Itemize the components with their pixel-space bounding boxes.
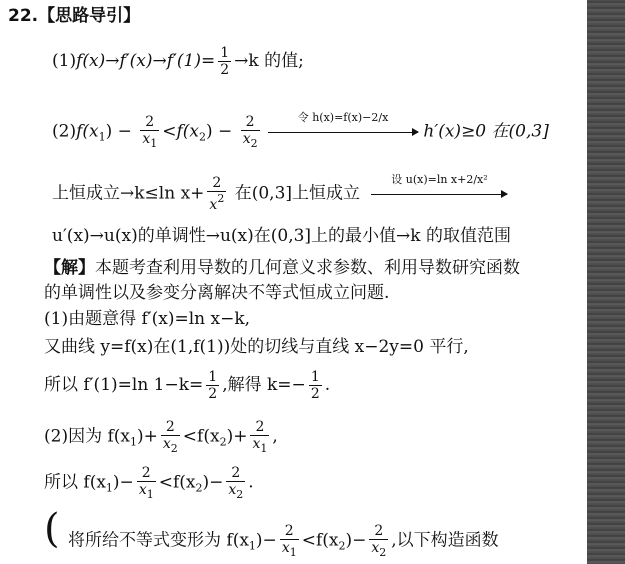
op: )−: [202, 472, 224, 493]
part-1-line-3: [44, 370, 330, 401]
fraction-denominator: 2: [310, 386, 320, 402]
step-2-fraction-2: [241, 115, 260, 149]
step-1-tail: →k 的值;: [234, 51, 304, 71]
part-2-fraction-1: [161, 420, 180, 454]
comma: ,: [272, 426, 278, 447]
arrow-icon: [268, 132, 418, 133]
note-tail: ,以下构造函数: [391, 530, 499, 551]
fraction-numerator: 2: [280, 524, 299, 540]
subscript: 2: [219, 435, 227, 449]
denominator-var: x: [142, 131, 151, 147]
op: )−: [255, 530, 277, 551]
fraction-denominator: 2: [208, 386, 218, 402]
note-paren: (: [44, 506, 60, 552]
solution-intro: 本题考查利用导数的几何意义求参数、利用导数研究函数: [95, 258, 520, 278]
solution-intro-line-1: [44, 258, 520, 278]
fraction-numerator: 2: [250, 420, 269, 436]
subscript: 2: [170, 442, 178, 455]
denominator-var: x: [209, 197, 218, 213]
step-3-text: 上恒成立→k≤ln x+: [52, 183, 205, 204]
denominator-var: x: [138, 482, 147, 498]
period: .: [324, 375, 331, 395]
denominator-var: x: [281, 540, 290, 556]
note-line: [68, 524, 499, 558]
fraction-denominator: [280, 540, 299, 558]
subscript: 1: [98, 130, 106, 144]
subscript: 1: [105, 481, 113, 495]
fraction-numerator: 2: [207, 176, 226, 192]
arrow-label: 令 h(x)=f(x)−2/x: [297, 111, 389, 124]
fraction-denominator: [207, 192, 226, 212]
part-2-line-2: [44, 466, 254, 500]
fraction-denominator: [140, 131, 159, 149]
step-2-tail: h′(x)≥0 在(0,3]: [423, 121, 549, 142]
fraction-numerator: 2: [369, 524, 388, 540]
part-1-fraction-2: [309, 370, 322, 401]
arrow-icon: [371, 194, 507, 195]
fraction-denominator: [241, 131, 260, 149]
solution-intro-2: 的单调性以及参变分离解决不等式恒成立问题.: [44, 283, 390, 303]
op: )−: [345, 530, 367, 551]
step-1-index: (1): [52, 51, 77, 71]
denominator-var: x: [252, 436, 261, 452]
fraction-denominator: [250, 436, 269, 454]
part-2-because: (2)因为 f(x: [44, 426, 130, 447]
step-2-fx2: <f(x: [162, 121, 199, 142]
fraction-numerator: 1: [310, 369, 320, 385]
part-1-line-1: [44, 309, 250, 329]
part-1-solve: ,解得 k=−: [222, 375, 306, 395]
step-3-text-2: 在(0,3]上恒成立: [229, 183, 361, 204]
step-3-arrow: [371, 173, 507, 204]
op: <f(x: [301, 530, 339, 551]
denominator-var: x: [228, 482, 237, 498]
paren: ): [105, 121, 113, 142]
note-fraction-1: [280, 524, 299, 558]
fraction-denominator: [137, 482, 156, 500]
note-text: 将所给不等式变形为 f(x: [68, 530, 249, 551]
superscript: 2: [217, 192, 225, 205]
op: <f(x: [158, 472, 196, 493]
op: )−: [112, 472, 134, 493]
part-2-fraction-2: [250, 420, 269, 454]
problem-number: 22.: [8, 6, 39, 26]
fraction-numerator: 2: [161, 420, 180, 436]
fraction-denominator: [161, 436, 180, 454]
subscript: 2: [198, 130, 206, 144]
subscript: 2: [250, 137, 258, 150]
denominator-var: x: [162, 436, 171, 452]
step-2-fx1: f(x: [76, 121, 99, 142]
hint-step-1: [52, 46, 304, 77]
hint-label: 【思路导引】: [38, 6, 141, 26]
part-1-derivative: (1)由题意得 f′(x)=ln x−k,: [44, 309, 251, 329]
part-2-fraction-3: [137, 466, 156, 500]
fraction-numerator: 2: [241, 115, 260, 131]
scanned-edge-strip: [587, 0, 625, 564]
hint-step-2: $(2)f(x_1)$ − $\frac{2}{x_1}$ $<f(x_2)$ − $\frac{2}{x_2}$ 令 h(x)=f(x)−2/x h′(x)≥0 在(0,3]: [52, 115, 549, 149]
part-1-tangent: 又曲线 y=f(x)在(1,f(1))处的切线与直线 x−2y=0 平行,: [44, 337, 469, 357]
step-1-fraction: [218, 46, 231, 77]
subscript: 2: [379, 546, 387, 559]
part-2-line-1: [44, 420, 278, 454]
step-1-chain: →f′(x)→f′(1)=: [105, 51, 216, 71]
step-2-fraction-1: [140, 115, 159, 149]
step-3-fraction: [207, 176, 226, 212]
op: <f(x: [182, 426, 220, 447]
subscript: 1: [248, 539, 256, 553]
part-1-line-2: [44, 337, 469, 357]
step-1-fx: f(x): [76, 51, 106, 71]
subscript: 2: [338, 539, 346, 553]
fraction-numerator: 2: [226, 466, 245, 482]
solution-intro-line-2: [44, 283, 389, 303]
op: )+: [226, 426, 248, 447]
subscript: 1: [289, 546, 297, 559]
subscript: 1: [130, 435, 137, 449]
subscript: 1: [146, 488, 154, 501]
subscript: 1: [150, 137, 158, 150]
part-2-fraction-4: [226, 466, 245, 500]
fraction-denominator: [226, 482, 245, 500]
subscript: 2: [195, 481, 203, 495]
arrow-label: 设 u(x)=ln x+2/x²: [391, 173, 488, 186]
hint-step-3: [52, 173, 507, 213]
denominator-var: x: [242, 131, 251, 147]
op: )+: [137, 426, 158, 447]
fraction-numerator: 2: [137, 466, 156, 482]
denominator-var: x: [371, 540, 380, 556]
fraction-denominator: [369, 540, 388, 558]
step-4-text: u′(x)→u(x)的单调性→u(x)在(0,3]上的最小值→k 的取值范围: [52, 226, 511, 246]
step-2-index: (2): [52, 121, 77, 142]
part-1-eq: 所以 f′(1)=ln 1−k=: [44, 375, 204, 395]
subscript: 2: [236, 488, 244, 501]
fraction-numerator: 1: [220, 45, 230, 61]
fraction-numerator: 2: [140, 115, 159, 131]
period: .: [248, 472, 254, 493]
problem-header: [8, 6, 140, 26]
hint-step-4: [52, 226, 511, 246]
fraction-numerator: 1: [208, 369, 218, 385]
part-2-therefore: 所以 f(x: [44, 472, 106, 493]
paren: ): [205, 121, 213, 142]
note-fraction-2: [369, 524, 388, 558]
step-2-arrow: [268, 111, 418, 142]
solution-label: 【解】: [44, 258, 95, 278]
fraction-denominator: 2: [220, 62, 230, 78]
subscript: 1: [260, 442, 268, 455]
part-1-fraction-1: [206, 370, 219, 401]
